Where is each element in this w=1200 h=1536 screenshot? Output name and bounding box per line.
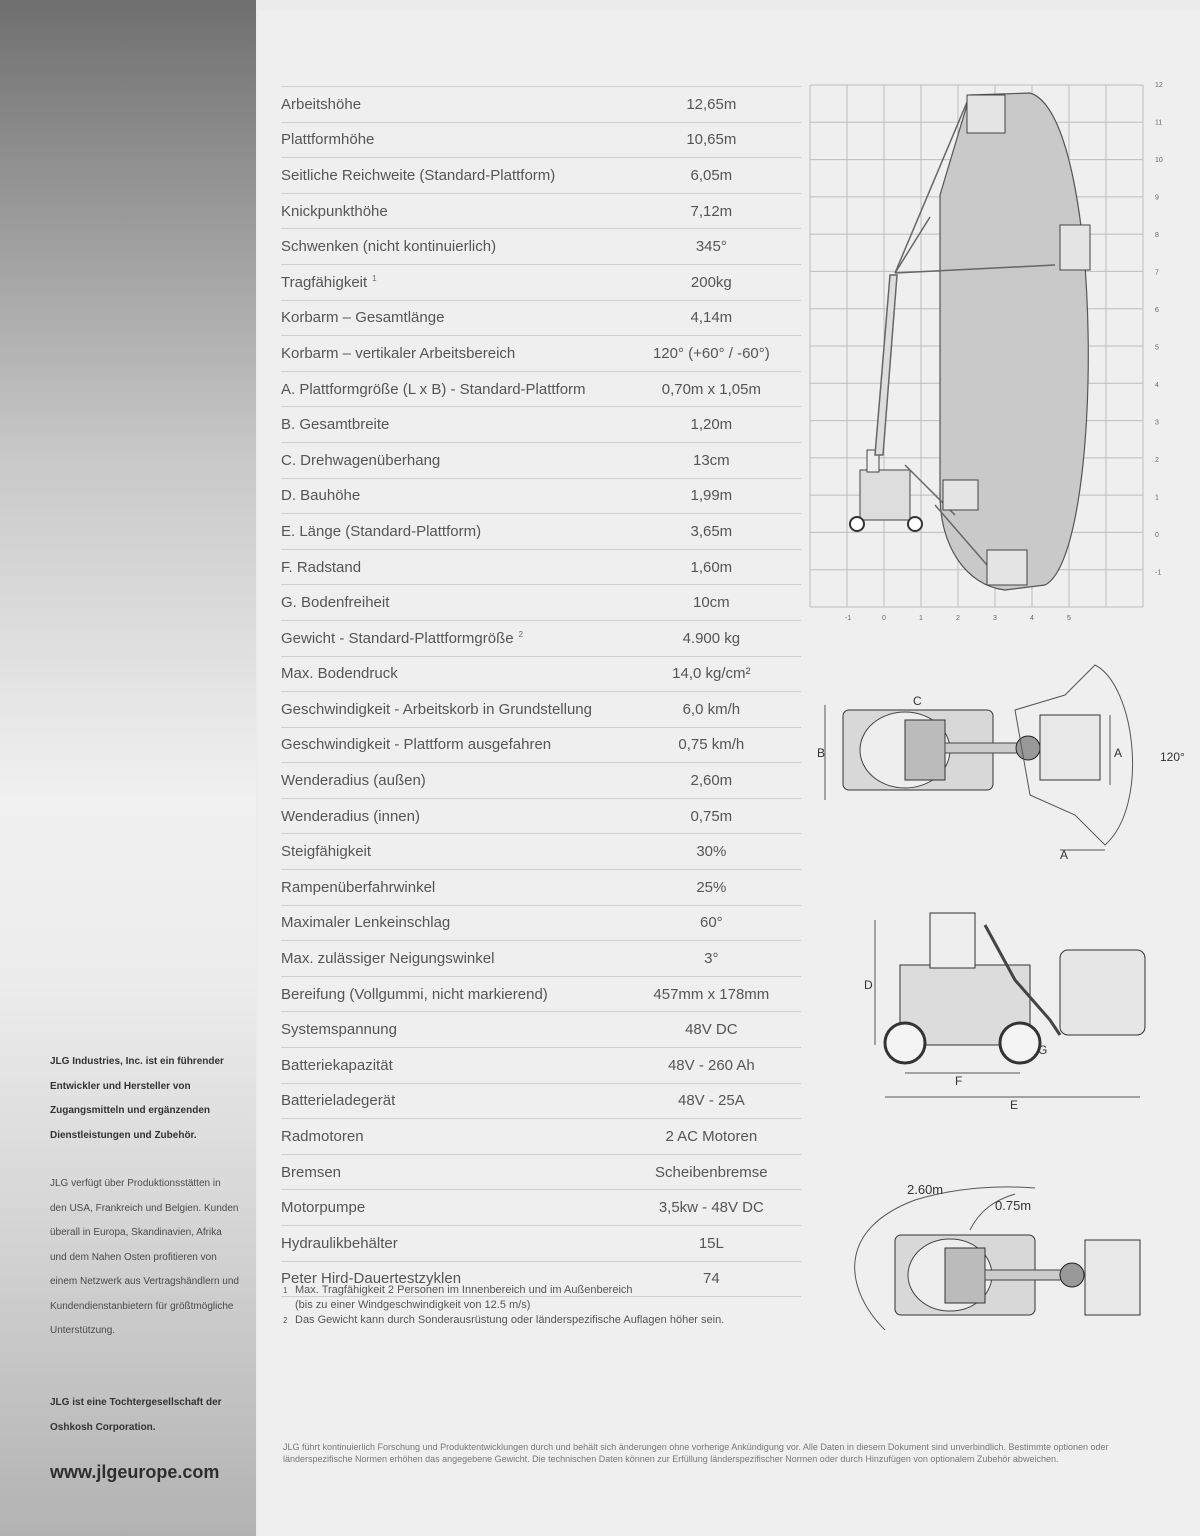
- wheel-front: [908, 517, 922, 531]
- envelope-shape: [940, 93, 1088, 590]
- spec-label: A. Plattformgröße (L x B) - Standard-Plattform: [281, 380, 586, 398]
- spec-label: Batterieladegerät: [281, 1092, 396, 1110]
- sidebar: [0, 0, 256, 1536]
- footnote-marker: 1: [372, 273, 377, 283]
- spec-label: D. Bauhöhe: [281, 487, 361, 505]
- spec-value: 25%: [696, 878, 727, 896]
- spec-row: [281, 870, 801, 906]
- spec-value: 1,20m: [690, 416, 733, 434]
- spec-label: Wenderadius (außen): [281, 772, 426, 790]
- spec-value: 30%: [696, 843, 727, 861]
- spec-value: 6,0 km/h: [682, 700, 741, 718]
- spec-row: [281, 158, 801, 194]
- sidebar-subsidiary: JLG ist eine Tochtergesellschaft der Oshkosh Corporation.: [50, 1397, 222, 1433]
- spec-label: Max. Bodendruck: [281, 665, 398, 683]
- spec-row: [281, 799, 801, 835]
- spec-row: [281, 763, 801, 799]
- spec-value: 48V - 260 Ah: [667, 1056, 755, 1074]
- label-a-side: A: [1114, 746, 1123, 760]
- spec-label: G. Bodenfreiheit: [281, 594, 390, 612]
- spec-label: Batteriekapazität: [281, 1056, 393, 1074]
- spec-row: [281, 372, 801, 408]
- spec-label: Tragfähigkeit $^1$: [281, 273, 377, 291]
- label-d: D: [864, 978, 873, 992]
- platform-top: [967, 95, 1005, 133]
- spec-value: 10cm: [693, 594, 730, 612]
- spec-row: [281, 728, 801, 764]
- spec-row: [281, 941, 801, 977]
- spec-row: [281, 1084, 801, 1120]
- y-tick-label: 8: [1155, 232, 1159, 239]
- label-angle: 120°: [1160, 750, 1185, 764]
- spec-value: 457mm x 178mm: [653, 985, 770, 1003]
- y-tick-label: 0: [1155, 532, 1159, 539]
- spec-row: [281, 1226, 801, 1262]
- top-view-diagram: [815, 655, 1195, 870]
- spec-label: Maximaler Lenkeinschlag: [281, 914, 451, 932]
- footnote: [283, 1313, 724, 1328]
- spec-value: 48V - 25A: [677, 1092, 745, 1110]
- footnote-marker: 2: [518, 629, 524, 639]
- x-tick-label: 1: [919, 615, 923, 622]
- spec-value: 6,05m: [690, 166, 733, 184]
- y-tick-label: 3: [1155, 419, 1159, 427]
- spec-label: Plattformhöhe: [281, 131, 375, 149]
- x-tick-label: 3: [993, 615, 997, 622]
- platform-top-view: [1040, 715, 1100, 780]
- y-tick-label: 9: [1155, 194, 1159, 202]
- spec-label: E. Länge (Standard-Plattform): [281, 522, 482, 540]
- spec-value: 10,65m: [686, 131, 737, 149]
- spec-row: [281, 585, 801, 621]
- side-view-wheel-rear: [885, 1023, 925, 1063]
- spec-label: Wenderadius (innen): [281, 807, 420, 825]
- label-a-bottom: A: [1060, 848, 1069, 862]
- sidebar-body: JLG verfügt über Produktionsstätten in den USA, Frankreich und Belgien. Kunden überall in Europa, Skandinavien, Afrika und dem Nahen Osten profitieren von einem Netzwerk aus Vertragshändlern und Kundendienstanbietern für größtmögliche Unterstützung.: [50, 1178, 239, 1336]
- spec-row: [281, 514, 801, 550]
- spec-row: [281, 1012, 801, 1048]
- spec-label: B. Gesamtbreite: [281, 416, 390, 434]
- y-tick-label: 2: [1155, 457, 1159, 464]
- platform-low: [943, 480, 978, 510]
- spec-row: [281, 692, 801, 728]
- spec-row: [281, 229, 801, 265]
- spec-row: [281, 123, 801, 159]
- spec-row: [281, 1190, 801, 1226]
- platform-bottom: [987, 550, 1027, 585]
- spec-value: 2,60m: [690, 772, 733, 790]
- machine-chassis: [860, 470, 910, 520]
- footnote-text: Das Gewicht kann durch Sonderausrüstung oder länderspezifische Auflagen höher sein.: [295, 1314, 725, 1326]
- spec-value: Scheibenbremse: [655, 1163, 768, 1181]
- spec-value: 0,75m: [690, 807, 733, 825]
- spec-row: [281, 479, 801, 515]
- disclaimer: JLG führt kontinuierlich Forschung und Produktentwicklungen durch und behält sich änderungen ohne vorherige Ankündigung vor. Alle Daten in diesem Dokument sind unverbindlich. Bestimmte optionen oder länderspezifische Normen erhöhen das angegebene Gewicht. Die technischen Daten können zur Erfüllung länderspezifischer Normen oder durch Hinzufügen von optionalem Zubehör abweichen.: [283, 1442, 1109, 1464]
- y-tick-label: 1: [1155, 494, 1159, 502]
- footnote-number: 1: [283, 1286, 288, 1295]
- y-tick-label: 11: [1155, 119, 1163, 127]
- spec-row: [281, 265, 801, 301]
- footnote: [283, 1283, 724, 1313]
- spec-value: 1,99m: [690, 487, 733, 505]
- spec-table: [281, 86, 801, 1297]
- x-tick-label: 0: [882, 615, 886, 622]
- spec-label: Knickpunkthöhe: [281, 202, 388, 220]
- spec-row: [281, 621, 801, 657]
- spec-value: 120° (+60° / -60°): [652, 344, 770, 362]
- spec-value: 3,65m: [690, 522, 733, 540]
- spec-row: [281, 906, 801, 942]
- spec-row: [281, 336, 801, 372]
- spec-row: [281, 1119, 801, 1155]
- spec-value: 48V DC: [685, 1021, 738, 1039]
- x-tick-label: 4: [1030, 615, 1034, 622]
- spec-row: [281, 657, 801, 693]
- spec-label: Motorpumpe: [281, 1199, 366, 1217]
- spec-value: 200kg: [690, 273, 732, 291]
- spec-value: 4,14m: [690, 309, 733, 327]
- spec-label: Steigfähigkeit: [281, 843, 372, 861]
- spec-label: Max. zulässiger Neigungswinkel: [281, 950, 495, 968]
- spec-label: Gewicht - Standard-Plattformgröße $^2$: [281, 629, 524, 647]
- spec-label: Geschwindigkeit - Plattform ausgefahren: [281, 736, 552, 754]
- spec-value: 12,65m: [686, 95, 737, 113]
- spec-value: 15L: [698, 1234, 724, 1252]
- label-g: G: [1038, 1043, 1048, 1057]
- y-tick-label: 7: [1155, 269, 1159, 277]
- spec-row: [281, 86, 801, 123]
- side-view-diagram: [860, 905, 1160, 1115]
- footnotes: [283, 1283, 724, 1328]
- spec-label: Korbarm – vertikaler Arbeitsbereich: [281, 344, 516, 362]
- turning-platform: [1085, 1240, 1140, 1315]
- footnote-text: Max. Tragfähigkeit 2 Personen im Innenbereich und im Außenbereich (bis zu einer Windgeschwindigkeit von 12.5 m/s): [295, 1284, 633, 1311]
- spec-row: [281, 977, 801, 1013]
- y-tick-label: 5: [1155, 344, 1159, 352]
- spec-value: 7,12m: [690, 202, 733, 220]
- y-tick-label: 4: [1155, 382, 1159, 389]
- spec-value: 1,60m: [690, 558, 733, 576]
- y-tick-label: -1: [1155, 569, 1162, 577]
- spec-label: Arbeitshöhe: [281, 95, 362, 113]
- label-e: E: [1010, 1098, 1019, 1112]
- spec-label: Systemspannung: [281, 1021, 397, 1039]
- spec-value: 60°: [700, 914, 723, 932]
- spec-row: [281, 834, 801, 870]
- turning-radius-diagram: [825, 1170, 1175, 1340]
- x-tick-label: -1: [845, 615, 852, 622]
- y-tick-label: 10: [1155, 157, 1163, 164]
- side-view-wheel-front: [1000, 1023, 1040, 1063]
- spec-value: 74: [703, 1270, 720, 1288]
- spec-label: Bremsen: [281, 1163, 342, 1181]
- spec-value: 3,5kw - 48V DC: [658, 1199, 764, 1217]
- spec-row: [281, 550, 801, 586]
- spec-value: 0,70m x 1,05m: [661, 380, 761, 398]
- spec-value: 0,75 km/h: [678, 736, 745, 754]
- label-c: C: [913, 694, 922, 708]
- website-link[interactable]: www.jlgeurope.com: [50, 1462, 220, 1482]
- sidebar-intro: JLG Industries, Inc. ist ein führender Entwickler und Hersteller von Zugangsmitteln und ergänzenden Dienstleistungen und Zubehör.: [50, 1056, 224, 1141]
- spec-label: Seitliche Reichweite (Standard-Plattform): [281, 166, 556, 184]
- label-b: B: [817, 746, 826, 760]
- spec-label: F. Radstand: [281, 558, 362, 576]
- footnote-number: 2: [283, 1316, 288, 1325]
- x-tick-label: 2: [956, 615, 960, 622]
- spec-label: Radmotoren: [281, 1128, 364, 1146]
- side-view-platform: [1060, 950, 1145, 1035]
- spec-value: 3°: [704, 950, 719, 968]
- label-f: F: [955, 1074, 963, 1088]
- spec-value: 4.900 kg: [682, 629, 741, 647]
- spec-label: Schwenken (nicht kontinuierlich): [281, 238, 497, 256]
- spec-row: [281, 443, 801, 479]
- label-outer-radius: 2.60m: [907, 1182, 944, 1197]
- label-inner-radius: 0.75m: [995, 1198, 1032, 1213]
- spec-row: [281, 301, 801, 337]
- spec-label: Korbarm – Gesamtlänge: [281, 309, 445, 327]
- y-tick-label: 12: [1155, 82, 1163, 89]
- spec-label: Geschwindigkeit - Arbeitskorb in Grundstellung: [281, 700, 592, 718]
- spec-row: [281, 194, 801, 230]
- spec-row: [281, 407, 801, 443]
- spec-value: 345°: [695, 238, 727, 256]
- spec-row: [281, 1048, 801, 1084]
- platform-mid: [1060, 225, 1090, 270]
- wheel-rear: [850, 517, 864, 531]
- spec-value: 13cm: [693, 451, 730, 469]
- y-tick-label: 6: [1155, 307, 1159, 314]
- working-envelope-diagram: [805, 75, 1185, 635]
- spec-label: Peter Hird-Dauertestzyklen: [281, 1270, 462, 1288]
- spec-value: 14,0 kg/cm²: [672, 665, 751, 683]
- spec-row: [281, 1155, 801, 1191]
- spec-value: 2 AC Motoren: [665, 1128, 758, 1146]
- spec-label: C. Drehwagenüberhang: [281, 451, 441, 469]
- spec-label: Rampenüberfahrwinkel: [281, 878, 436, 896]
- spec-label: Bereifung (Vollgummi, nicht markierend): [281, 985, 548, 1003]
- x-tick-label: 5: [1067, 615, 1071, 622]
- spec-label: Hydraulikbehälter: [281, 1234, 398, 1252]
